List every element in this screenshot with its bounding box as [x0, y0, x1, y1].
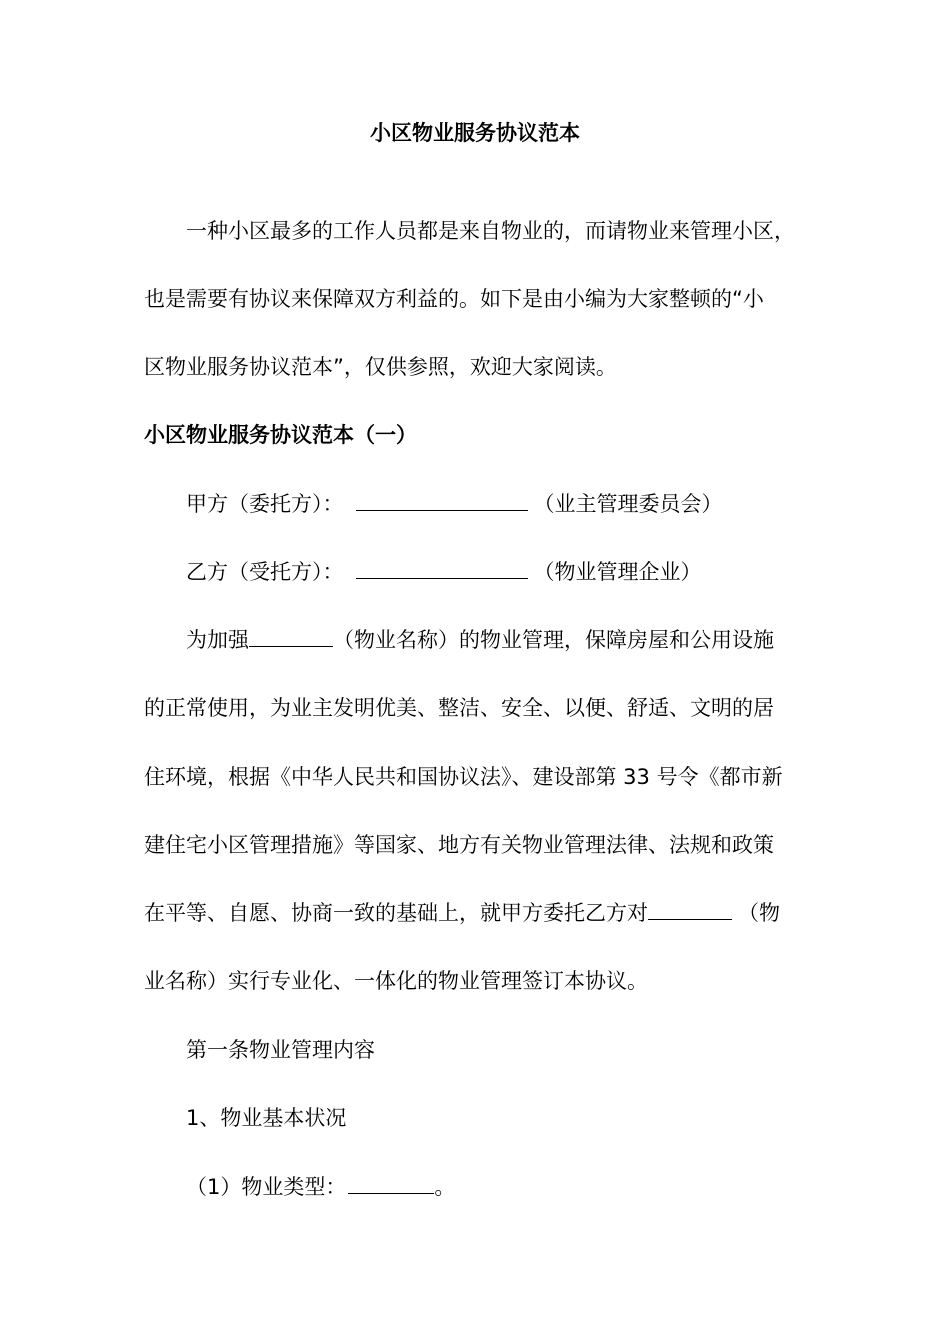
intro-line-1: 一种小区最多的工作人员都是来自物业的，而请物业来管理小区， [186, 219, 795, 243]
body-line-5-end: （物 [738, 901, 780, 925]
body-line-3: 住环境，根据《中华人民共和国协议法》、建设部第 33 号令《都市新 [144, 765, 783, 789]
property-type-blank [348, 1173, 434, 1194]
party-a-blank [356, 490, 528, 511]
party-a-label: 甲方（委托方）： [186, 492, 344, 516]
property-type-end: 。 [434, 1175, 456, 1199]
party-a-line [186, 489, 723, 519]
property-type-label: （1）物业类型： [186, 1175, 347, 1199]
party-b-note: （物业管理企业） [533, 560, 702, 584]
intro-line-2: 也是需要有协议来保障双方利益的。如下是由小编为大家整顿的“小 [144, 287, 764, 311]
document-title: 小区物业服务协议范本 [370, 121, 580, 145]
body-line-2: 的正常使用，为业主发明优美、整洁、安全、以便、舒适、文明的居 [144, 696, 774, 720]
body-line-1-end: （物业名称）的物业管理，保障房屋和公用设施 [333, 628, 774, 652]
property-name-blank-2 [648, 899, 732, 920]
body-line-5-start: 在平等、自愿、协商一致的基础上，就甲方委托乙方对 [144, 901, 648, 925]
body-line-1-start: 为加强 [186, 628, 249, 652]
body-line-5 [144, 898, 780, 928]
property-name-blank [249, 626, 333, 647]
party-b-label: 乙方（受托方）： [186, 560, 344, 584]
party-b-line [186, 557, 702, 587]
intro-line-3: 区物业服务协议范本”，仅供参照，欢迎大家阅读。 [144, 355, 617, 379]
body-line-6: 业名称）实行专业化、一体化的物业管理签订本协议。 [144, 969, 648, 993]
item-1-heading: 1、物业基本状况 [186, 1106, 347, 1130]
body-line-1 [186, 625, 774, 655]
section-heading: 小区物业服务协议范本（一） [144, 423, 417, 447]
party-a-note: （业主管理委员会） [533, 492, 723, 516]
party-b-blank [356, 558, 528, 579]
body-line-4: 建住宅小区管理措施》等国家、地方有关物业管理法律、法规和政策 [144, 833, 774, 857]
property-type-line [186, 1172, 455, 1202]
article-1-heading: 第一条物业管理内容 [186, 1038, 375, 1062]
